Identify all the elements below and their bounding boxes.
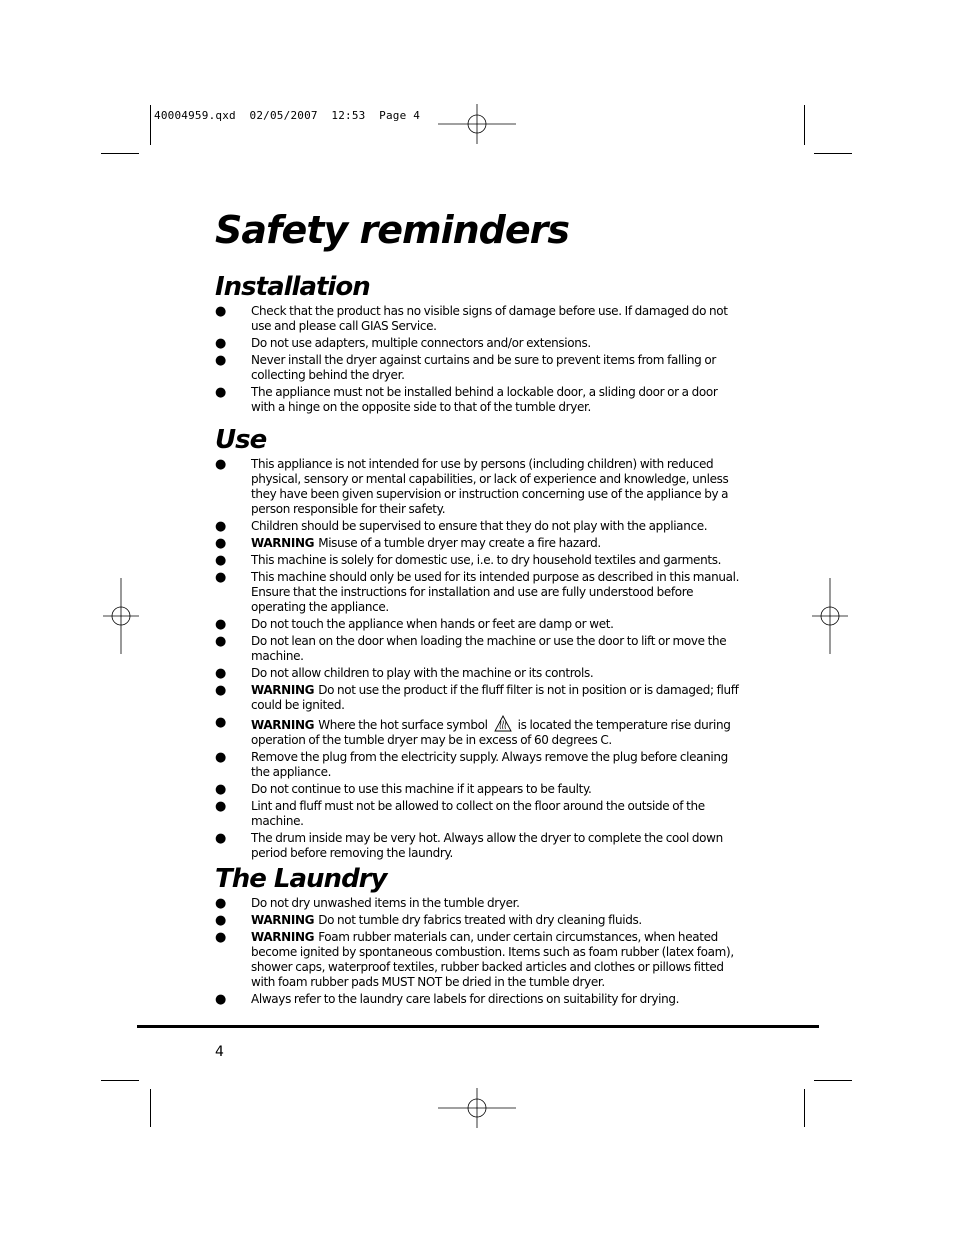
list-item: ● WARNING Where the hot surface symbol is located the temperature rise during operation of the tumble dryer may be in excess of 60 degrees C. [215,715,731,747]
bullet-icon: ● [215,666,226,681]
footer-rule [137,1025,819,1028]
section-installation [215,272,740,417]
bullet-icon: ● [215,536,226,551]
list-item: ● Do not lean on the door when loading the machine or use the door to lift or move the machine. [215,634,727,663]
bullet-icon: ● [215,683,226,698]
bullet-icon: ● [215,715,226,730]
list-item: ● WARNING Misuse of a tumble dryer may create a fire hazard. [215,536,601,551]
bullet-icon: ● [215,304,226,319]
list-item: ● Always refer to the laundry care labels for directions on suitability for drying. [215,992,680,1007]
crop-mark [150,1089,151,1127]
section-use [215,425,740,863]
list-item: ● Check that the product has no visible signs of damage before use. If damaged do not use and please call GIAS Service. [215,304,728,333]
bullet-icon: ● [215,634,226,649]
crop-mark [804,105,805,145]
bullet-icon: ● [215,799,226,814]
list-item: ● This machine is solely for domestic use, i.e. to dry household textiles and garments. [215,553,722,568]
crop-mark [101,153,139,154]
section-heading-use: Use [215,425,267,455]
bullet-icon: ● [215,617,226,632]
section-heading-installation: Installation [215,272,370,302]
bullet-icon: ● [215,913,226,928]
bullet-icon: ● [215,353,226,368]
bullet-icon: ● [215,519,226,534]
bullet-icon: ● [215,457,226,472]
list-item: ● Do not allow children to play with the machine or its controls. [215,666,594,681]
list-item: ● WARNING Foam rubber materials can, under certain circumstances, when heated become ignited by spontaneous combustion. Items such as foam rubber (latex foam), shower caps, waterproof textiles, rubber backed articles and clothes or pillows fitted with foam rubber pads MUST NOT be dried in the tumble dryer. [215,930,734,989]
crop-mark [814,153,852,154]
list-item: ● Lint and fluff must not be allowed to collect on the floor around the outside of the machine. [215,799,705,828]
laundry-list [215,896,740,1007]
bullet-icon: ● [215,930,226,945]
installation-list [215,304,740,415]
registration-mark-top [438,104,516,144]
list-item: ● This appliance is not intended for use by persons (including children) with reduced physical, sensory or mental capabilities, or lack of experience and knowledge, unless they have been given supervision or instruction concerning use of the appliance by a person responsible for their safety. [215,457,729,516]
list-item: ● Never install the dryer against curtains and be sure to prevent items from falling or collecting behind the dryer. [215,353,716,382]
warning-label: WARNING [251,930,315,944]
list-item: ● WARNING Do not tumble dry fabrics treated with dry cleaning fluids. [215,913,642,928]
registration-mark-left [103,578,139,654]
hot-surface-icon [494,715,512,732]
bullet-icon: ● [215,570,226,585]
section-laundry [215,864,740,1009]
bullet-icon: ● [215,831,226,846]
bullet-icon: ● [215,992,226,1007]
list-item: ● Do not use adapters, multiple connectors and/or extensions. [215,336,591,351]
warning-label: WARNING [251,718,315,732]
file-slug: 40004959.qxd 02/05/2007 12:53 Page 4 [154,109,421,122]
list-item: ● Remove the plug from the electricity supply. Always remove the plug before cleaning the appliance. [215,750,728,779]
list-item: ● WARNING Do not use the product if the fluff filter is not in position or is damaged; fluff could be ignited. [215,683,739,712]
registration-mark-bottom [438,1088,516,1128]
bullet-icon: ● [215,385,226,400]
list-item: ● Do not touch the appliance when hands or feet are damp or wet. [215,617,614,632]
page-title: Safety reminders [215,208,569,252]
list-item: ● Do not continue to use this machine if it appears to be faulty. [215,782,592,797]
section-heading-laundry: The Laundry [215,864,387,894]
crop-mark [150,105,151,145]
list-item: ● Do not dry unwashed items in the tumble dryer. [215,896,520,911]
registration-mark-right [812,578,848,654]
list-item: ● This machine should only be used for its intended purpose as described in this manual. Ensure that the instructions for installation and use are fully understood before operating the appliance. [215,570,740,614]
bullet-icon: ● [215,336,226,351]
bullet-icon: ● [215,750,226,765]
crop-mark [804,1089,805,1127]
list-item: ● The appliance must not be installed behind a lockable door, a sliding door or a door with a hinge on the opposite side to that of the tumble dryer. [215,385,718,414]
use-list [215,457,740,861]
warning-label: WARNING [251,913,315,927]
list-item: ● Children should be supervised to ensure that they do not play with the appliance. [215,519,708,534]
bullet-icon: ● [215,782,226,797]
page-number: 4 [215,1044,224,1060]
warning-label: WARNING [251,536,315,550]
warning-label: WARNING [251,683,315,697]
crop-mark [814,1080,852,1081]
crop-mark [101,1080,139,1081]
list-item: ● The drum inside may be very hot. Always allow the dryer to complete the cool down period before removing the laundry. [215,831,723,860]
bullet-icon: ● [215,896,226,911]
bullet-icon: ● [215,553,226,568]
